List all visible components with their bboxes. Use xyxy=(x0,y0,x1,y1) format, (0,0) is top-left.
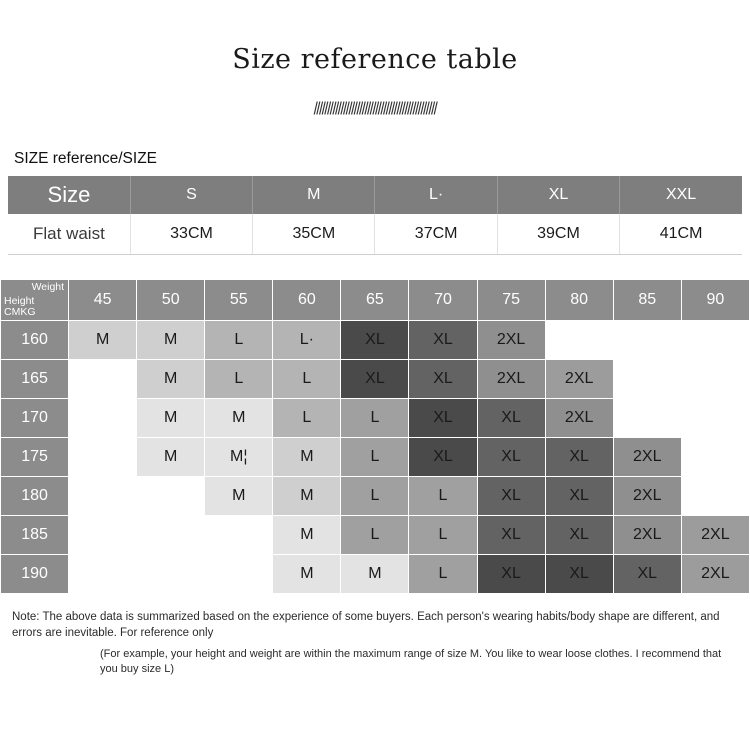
matrix-cell: XL xyxy=(409,321,477,360)
matrix-cell: XL xyxy=(545,438,613,477)
matrix-cell xyxy=(137,555,205,594)
matrix-cell: L· xyxy=(273,321,341,360)
size-table-row-label: Flat waist xyxy=(8,214,130,255)
matrix-row xyxy=(1,360,750,399)
matrix-cell: M xyxy=(69,321,137,360)
matrix-cell: L xyxy=(205,360,273,399)
decorative-divider: ////////////////////////////////////////////// xyxy=(313,99,437,120)
matrix-cell xyxy=(681,321,749,360)
matrix-height-header: 180 xyxy=(1,477,69,516)
matrix-header-row xyxy=(1,280,750,321)
matrix-cell: XL xyxy=(409,438,477,477)
matrix-cell: L xyxy=(409,555,477,594)
matrix-height-header: 170 xyxy=(1,399,69,438)
matrix-cell: M xyxy=(205,477,273,516)
matrix-cell: XL xyxy=(477,438,545,477)
matrix-cell: M xyxy=(273,516,341,555)
matrix-weight-header: 65 xyxy=(341,280,409,321)
matrix-cell xyxy=(205,516,273,555)
matrix-height-header: 165 xyxy=(1,360,69,399)
matrix-cell: XL xyxy=(477,399,545,438)
matrix-weight-header: 70 xyxy=(409,280,477,321)
matrix-cell: XL xyxy=(341,321,409,360)
matrix-row xyxy=(1,555,750,594)
matrix-row xyxy=(1,399,750,438)
matrix-cell: L xyxy=(273,360,341,399)
matrix-row xyxy=(1,321,750,360)
size-table-cell: 37CM xyxy=(375,214,497,255)
matrix-cell: L xyxy=(341,516,409,555)
matrix-weight-label: Weight xyxy=(31,281,65,293)
matrix-cell: M xyxy=(137,321,205,360)
matrix-cell xyxy=(69,360,137,399)
matrix-row xyxy=(1,516,750,555)
matrix-height-label: Height CMKG xyxy=(4,294,36,318)
matrix-cell: L xyxy=(341,399,409,438)
size-reference-table xyxy=(8,176,742,255)
matrix-cell: XL xyxy=(477,555,545,594)
matrix-cell xyxy=(137,516,205,555)
matrix-height-header: 190 xyxy=(1,555,69,594)
matrix-weight-header: 85 xyxy=(613,280,681,321)
matrix-cell: XL xyxy=(477,516,545,555)
matrix-height-header: 185 xyxy=(1,516,69,555)
matrix-weight-header: 45 xyxy=(69,280,137,321)
matrix-cell xyxy=(69,399,137,438)
matrix-cell: XL xyxy=(409,360,477,399)
matrix-cell xyxy=(681,360,749,399)
matrix-cell xyxy=(681,477,749,516)
matrix-cell: M xyxy=(205,399,273,438)
matrix-cell xyxy=(681,399,749,438)
matrix-height-header: 175 xyxy=(1,438,69,477)
size-table-header-cell: L· xyxy=(375,176,497,214)
section-label: SIZE reference/SIZE xyxy=(14,150,157,167)
matrix-cell: M xyxy=(137,360,205,399)
matrix-row xyxy=(1,438,750,477)
matrix-cell: XL xyxy=(477,477,545,516)
matrix-cell xyxy=(545,321,613,360)
matrix-cell xyxy=(613,399,681,438)
table-row xyxy=(8,214,742,255)
matrix-row xyxy=(1,477,750,516)
matrix-cell: M xyxy=(137,399,205,438)
matrix-weight-header: 75 xyxy=(477,280,545,321)
matrix-cell: L xyxy=(273,399,341,438)
matrix-cell: 2XL xyxy=(681,516,749,555)
matrix-cell xyxy=(613,321,681,360)
matrix-cell: L xyxy=(341,438,409,477)
matrix-weight-header: 90 xyxy=(681,280,749,321)
matrix-cell: XL xyxy=(341,360,409,399)
size-table-header-cell: M xyxy=(253,176,375,214)
matrix-weight-header: 55 xyxy=(205,280,273,321)
matrix-cell xyxy=(613,360,681,399)
size-table-header-cell: XXL xyxy=(620,176,742,214)
matrix-cell: 2XL xyxy=(613,516,681,555)
matrix-weight-header: 80 xyxy=(545,280,613,321)
matrix-corner-cell xyxy=(1,280,69,321)
matrix-weight-header: 50 xyxy=(137,280,205,321)
matrix-cell: 2XL xyxy=(477,321,545,360)
matrix-cell xyxy=(69,477,137,516)
size-table-header-cell: Size xyxy=(8,176,130,214)
matrix-cell xyxy=(681,438,749,477)
height-weight-matrix xyxy=(0,279,750,594)
matrix-cell: XL xyxy=(613,555,681,594)
disclaimer-note xyxy=(12,610,740,677)
matrix-cell xyxy=(137,477,205,516)
size-table-cell: 41CM xyxy=(620,214,742,255)
matrix-cell: 2XL xyxy=(477,360,545,399)
height-weight-matrix-wrap xyxy=(0,279,750,594)
matrix-height-header: 160 xyxy=(1,321,69,360)
matrix-cell: M xyxy=(341,555,409,594)
size-table-header-cell: S xyxy=(130,176,252,214)
matrix-cell xyxy=(205,555,273,594)
size-table-cell: 33CM xyxy=(130,214,252,255)
matrix-cell: XL xyxy=(545,477,613,516)
matrix-cell: XL xyxy=(545,555,613,594)
matrix-weight-header: 60 xyxy=(273,280,341,321)
matrix-cell: 2XL xyxy=(545,360,613,399)
matrix-cell: XL xyxy=(409,399,477,438)
matrix-cell: 2XL xyxy=(613,438,681,477)
size-table-cell: 39CM xyxy=(497,214,619,255)
page-title: Size reference table xyxy=(232,44,518,75)
matrix-cell: XL xyxy=(545,516,613,555)
matrix-cell: M xyxy=(273,477,341,516)
matrix-cell xyxy=(69,555,137,594)
matrix-cell: M xyxy=(137,438,205,477)
note-line-3: (For example, your height and weight are within the maximum range of size M. You like to wear loose clothes. I recommend that you buy size L) xyxy=(100,648,722,675)
matrix-cell: 2XL xyxy=(613,477,681,516)
matrix-cell: L xyxy=(409,477,477,516)
note-line-2: errors are inevitable. For reference only xyxy=(12,626,214,639)
matrix-cell: L xyxy=(341,477,409,516)
matrix-cell xyxy=(69,438,137,477)
matrix-cell: L xyxy=(205,321,273,360)
matrix-cell: L xyxy=(409,516,477,555)
size-table-cell: 35CM xyxy=(253,214,375,255)
matrix-cell xyxy=(69,516,137,555)
note-line-1: Note: The above data is summarized based on the experience of some buyers. Each person's wearing habits/body shape are different, and xyxy=(12,611,720,623)
size-table-header-cell: XL xyxy=(497,176,619,214)
matrix-cell: 2XL xyxy=(545,399,613,438)
matrix-cell: M xyxy=(273,555,341,594)
matrix-cell: 2XL xyxy=(681,555,749,594)
matrix-cell: M xyxy=(273,438,341,477)
size-table-header-row xyxy=(8,176,742,214)
matrix-cell: M¦ xyxy=(205,438,273,477)
